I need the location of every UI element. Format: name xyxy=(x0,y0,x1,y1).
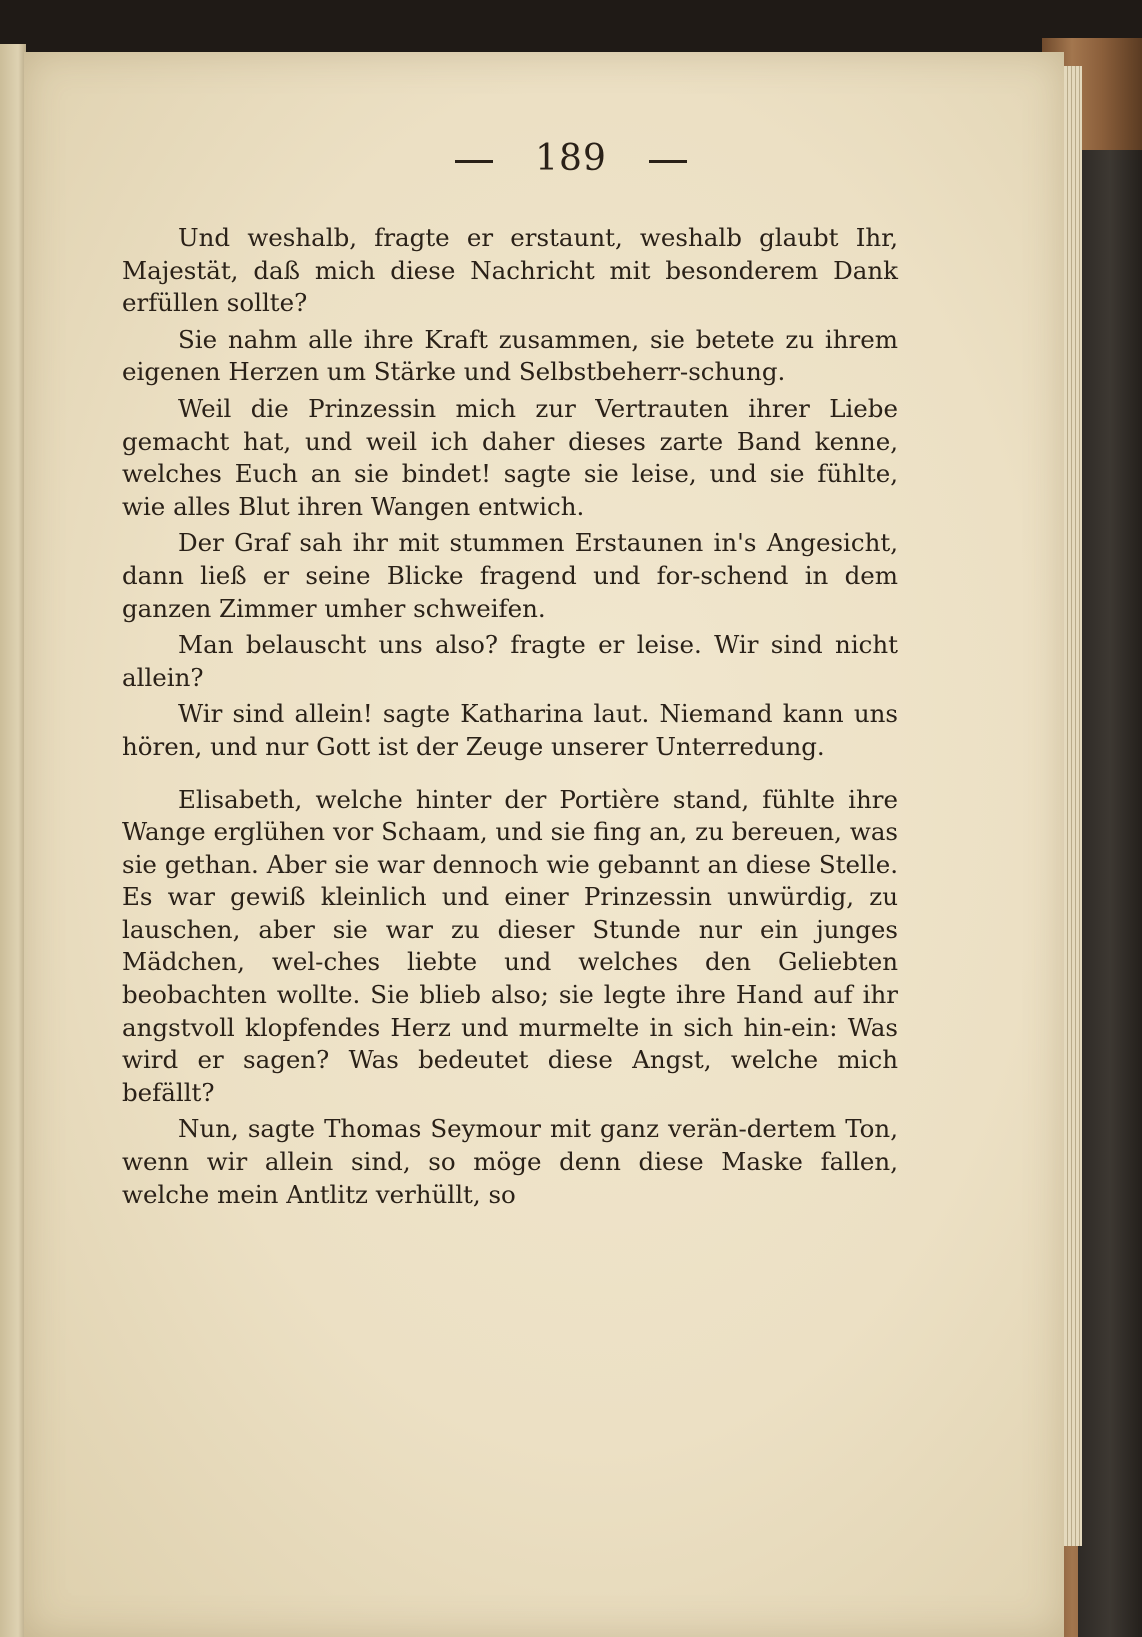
header-dash-left xyxy=(455,160,493,163)
paragraph: Elisabeth, welche hinter der Portière stand, fühlte ihre Wange erglühen vor Schaam, und sie fing an, zu bereuen, was sie gethan. Aber sie war dennoch wie gebannt an diese Stelle. Es war gewiß kleinlich und einer Prinzessin unwürdig, zu lauschen, aber sie war zu dieser Stunde nur ein junges Mädchen, wel-ches liebte und welches den Geliebten beobachten wollte. Sie blieb also; sie legte ihre Hand auf ihr angstvoll klopfendes Herz und murmelte in sich hin-ein: Was wird er sagen? Was bedeutet diese Angst, welche mich befällt? xyxy=(122,784,898,1107)
facing-page-edge xyxy=(0,44,26,1637)
page-body xyxy=(122,222,898,1215)
paragraph: Sie nahm alle ihre Kraft zusammen, sie betete zu ihrem eigenen Herzen um Stärke und Selbstbeherr-schung. xyxy=(122,324,898,387)
paragraph: Der Graf sah ihr mit stummen Erstaunen in's Angesicht, dann ließ er seine Blicke fragend und for-schend in dem ganzen Zimmer umher schweifen. xyxy=(122,528,898,623)
paragraph: Wir sind allein! sagte Katharina laut. Niemand kann uns hören, und nur Gott ist der Zeuge unserer Unterredung. xyxy=(122,699,898,761)
page-number: 189 xyxy=(535,138,607,179)
page-header xyxy=(0,138,1142,179)
paragraph: Und weshalb, fragte er erstaunt, weshalb glaubt Ihr, Majestät, daß mich diese Nachricht mit besonderem Dank erfüllen sollte? xyxy=(122,223,898,318)
header-dash-right xyxy=(649,160,687,163)
paragraph: Nun, sagte Thomas Seymour mit ganz verän-dertem Ton, wenn wir allein sind, so möge denn diese Maske fallen, welche mein Antlitz verhüllt, so xyxy=(122,1114,898,1209)
paragraph: Man belauscht uns also? fragte er leise. Wir sind nicht allein? xyxy=(122,630,898,692)
paragraph: Weil die Prinzessin mich zur Vertrauten ihrer Liebe gemacht hat, und weil ich daher dieses zarte Band kenne, welches Euch an sie bindet! sagte sie leise, und sie fühlte, wie alles Blut ihren Wangen entwich. xyxy=(122,393,898,521)
book-binding-cloth xyxy=(1078,150,1142,1637)
